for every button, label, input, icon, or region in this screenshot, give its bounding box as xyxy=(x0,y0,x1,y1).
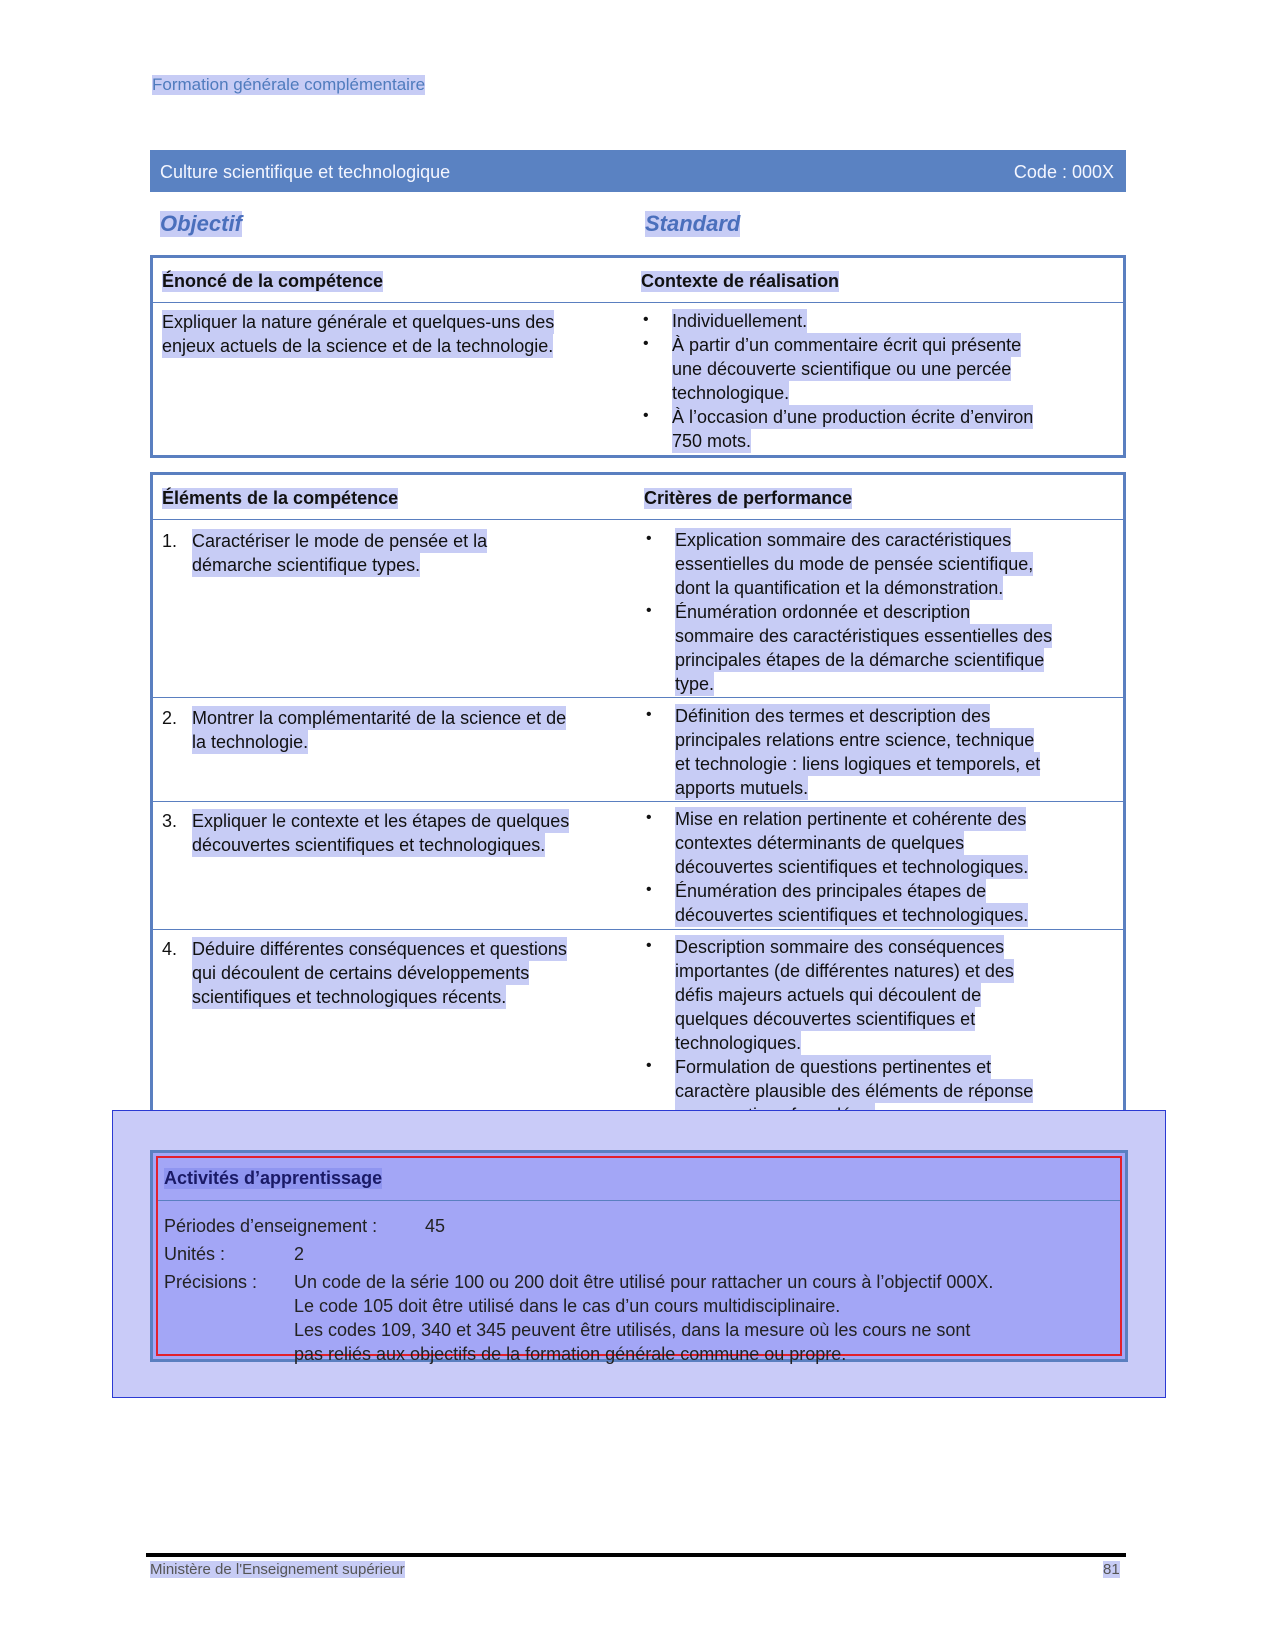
critere-text: Énumération ordonnée et description xyxy=(675,602,971,622)
critere-text: découvertes scientifiques et technologiques. xyxy=(675,857,1029,877)
critere-text: caractère plausible des éléments de réponse xyxy=(675,1081,1034,1101)
critere-text: contextes déterminants de quelques xyxy=(675,833,965,853)
critere-text: quelques découvertes scientifiques et xyxy=(675,1009,976,1029)
critere-text: principales étapes de la démarche scientifique xyxy=(675,650,1045,670)
contexte-item: Individuellement. xyxy=(672,311,808,331)
periodes-value: 45 xyxy=(425,1216,446,1236)
critere-text: Description sommaire des conséquences xyxy=(675,937,1005,957)
precisions-text: pas reliés aux objectifs de la formation générale commune ou propre. xyxy=(294,1344,847,1364)
bullet-icon: • xyxy=(646,530,652,547)
running-header: Formation générale complémentaire xyxy=(152,75,426,94)
criteres-header: Critères de performance xyxy=(644,488,853,508)
element-text: Déduire différentes conséquences et questions xyxy=(192,939,567,959)
divider xyxy=(153,697,1123,698)
divider xyxy=(158,1200,1120,1201)
critere-text: sommaire des caractéristiques essentielles des xyxy=(675,626,1053,646)
standard-heading: Standard xyxy=(645,211,741,236)
periodes-label: Périodes d’enseignement : xyxy=(164,1216,378,1236)
activites-highlight-frame xyxy=(156,1156,1122,1364)
elements-header: Éléments de la compétence xyxy=(162,488,399,508)
activites-title: Activités d’apprentissage xyxy=(164,1168,383,1188)
contexte-item: technologique. xyxy=(672,383,790,403)
bullet-icon: • xyxy=(643,407,649,424)
unites-value: 2 xyxy=(294,1244,305,1264)
element-text: qui découlent de certains développements xyxy=(192,963,530,983)
page-number: 81 xyxy=(1103,1561,1120,1578)
critere-text: apports mutuels. xyxy=(675,778,809,798)
precisions-text: Un code de la série 100 ou 200 doit être utilisé pour rattacher un cours à l’objectif 000X. xyxy=(294,1272,994,1292)
bullet-icon: • xyxy=(646,937,652,954)
contexte-item: À l’occasion d’une production écrite d’environ xyxy=(672,407,1034,427)
course-title-bar xyxy=(150,150,1126,192)
element-text: la technologie. xyxy=(192,732,309,752)
elements-table xyxy=(150,472,1126,1135)
critere-text: principales relations entre science, technique xyxy=(675,730,1035,750)
divider xyxy=(153,302,1123,303)
contexte-item: À partir d’un commentaire écrit qui présente xyxy=(672,335,1022,355)
precisions-text: Le code 105 doit être utilisé dans le cas d’un cours multidisciplinaire. xyxy=(294,1296,841,1316)
critere-text: dont la quantification et la démonstration. xyxy=(675,578,1004,598)
divider xyxy=(153,801,1123,802)
activites-box xyxy=(150,1150,1128,1362)
element-number: 2. xyxy=(162,708,178,728)
enonce-text: enjeux actuels de la science et de la technologie. xyxy=(162,336,554,356)
critere-text: défis majeurs actuels qui découlent de xyxy=(675,985,982,1005)
divider xyxy=(153,519,1123,520)
critere-text: découvertes scientifiques et technologiques. xyxy=(675,905,1029,925)
bullet-icon: • xyxy=(646,706,652,723)
critere-text: technologiques. xyxy=(675,1033,802,1053)
element-number: 4. xyxy=(162,939,178,959)
bullet-icon: • xyxy=(646,881,652,898)
element-text: Caractériser le mode de pensée et la xyxy=(192,531,488,551)
critere-text: Mise en relation pertinente et cohérente des xyxy=(675,809,1027,829)
critere-text: Définition des termes et description des xyxy=(675,706,991,726)
footer-rule xyxy=(146,1553,1126,1557)
precisions-text: Les codes 109, 340 et 345 peuvent être utilisés, dans la mesure où les cours ne sont xyxy=(294,1320,971,1340)
critere-text: Explication sommaire des caractéristiques xyxy=(675,530,1012,550)
element-text: Montrer la complémentarité de la science et de xyxy=(192,708,567,728)
objectif-heading: Objectif xyxy=(160,211,242,236)
critere-text: et technologie : liens logiques et temporels, et xyxy=(675,754,1041,774)
enonce-header: Énoncé de la compétence xyxy=(162,271,384,291)
element-text: démarche scientifique types. xyxy=(192,555,421,575)
critere-text: importantes (de différentes natures) et des xyxy=(675,961,1014,981)
competence-table xyxy=(150,255,1126,458)
course-title: Culture scientifique et technologique xyxy=(160,162,451,182)
element-text: découvertes scientifiques et technologiques. xyxy=(192,835,546,855)
bullet-icon: • xyxy=(646,602,652,619)
footer-ministry: Ministère de l'Enseignement supérieur xyxy=(150,1561,405,1578)
bullet-icon: • xyxy=(643,335,649,352)
precisions-label: Précisions : xyxy=(164,1272,258,1292)
critere-text: Énumération des principales étapes de xyxy=(675,881,987,901)
element-text: scientifiques et technologiques récents. xyxy=(192,987,507,1007)
contexte-item: une découverte scientifique ou une percée xyxy=(672,359,1012,379)
element-number: 3. xyxy=(162,811,178,831)
bullet-icon: • xyxy=(646,809,652,826)
bullet-icon: • xyxy=(643,311,649,328)
divider xyxy=(153,929,1123,930)
critere-text: essentielles du mode de pensée scientifique, xyxy=(675,554,1034,574)
enonce-text: Expliquer la nature générale et quelques-uns des xyxy=(162,312,555,332)
element-text: Expliquer le contexte et les étapes de quelques xyxy=(192,811,570,831)
contexte-header: Contexte de réalisation xyxy=(641,271,840,291)
contexte-item: 750 mots. xyxy=(672,431,752,451)
critere-text: Formulation de questions pertinentes et xyxy=(675,1057,992,1077)
unites-label: Unités : xyxy=(164,1244,226,1264)
bullet-icon: • xyxy=(646,1057,652,1074)
critere-text: type. xyxy=(675,674,715,694)
course-code: Code : 000X xyxy=(1013,162,1114,182)
element-number: 1. xyxy=(162,531,178,551)
